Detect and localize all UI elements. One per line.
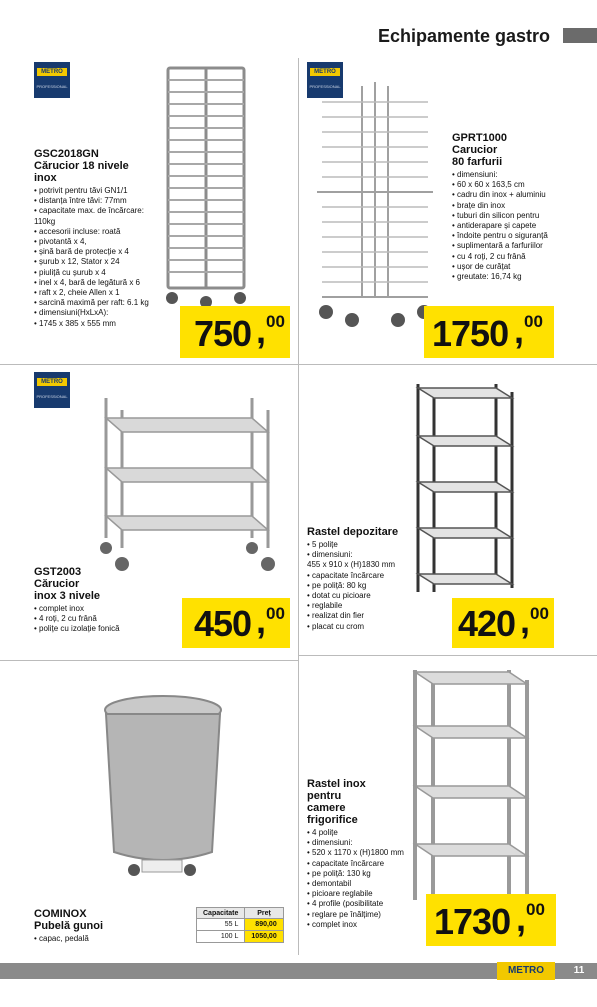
- feature-item: • greutate: 16,74 kg: [452, 272, 592, 282]
- feature-item: • dimensiuni(HxLxA):: [34, 308, 184, 318]
- feature-item: • capacitate încărcare: [307, 571, 417, 581]
- price-tag: [182, 598, 290, 648]
- price-cell: 1050,00: [245, 931, 283, 943]
- product-name-line: camere: [307, 802, 346, 814]
- product-name-line: Cărucior: [34, 578, 80, 590]
- feature-item: • distanța între tăvi: 77mm: [34, 196, 184, 206]
- product-code: GST2003: [34, 566, 82, 578]
- feature-item: • suplimentară a farfuriilor: [452, 241, 592, 251]
- feature-item: • 520 x 1170 x (H)1800 mm: [307, 848, 425, 858]
- feature-item: • inel x 4, bară de legătură x 6: [34, 278, 184, 288]
- price-tag: [426, 894, 556, 946]
- table-row: [197, 919, 284, 931]
- badge-brand: METRO: [310, 68, 340, 76]
- feature-item: • accesorii incluse: roată: [34, 227, 184, 237]
- product-code: GPRT1000: [452, 132, 508, 144]
- storage-rack-image: [410, 378, 520, 596]
- table-header: Capacitate: [197, 908, 245, 919]
- product-name-line: inox: [34, 172, 57, 184]
- feature-item: • cu 4 roți, 2 cu frână: [452, 252, 592, 262]
- feature-item: • dimensiuni:: [452, 170, 592, 180]
- feature-list: [452, 170, 592, 282]
- feature-item: • dimensiuni:: [307, 838, 425, 848]
- product-name-line: Carucior: [452, 144, 498, 156]
- feature-item: • capac, pedală: [34, 934, 184, 944]
- price-comma: ,: [520, 600, 531, 641]
- product-cominox: [34, 908, 184, 944]
- price-decimals: 00: [524, 312, 543, 331]
- feature-item: • tuburi din silicon pentru: [452, 211, 592, 221]
- price-comma: ,: [256, 600, 267, 641]
- capacity-cell: 55 L: [197, 919, 245, 931]
- price-comma: ,: [516, 898, 527, 939]
- price-integer: 450: [194, 603, 252, 644]
- feature-item: • picioare reglabile: [307, 889, 425, 899]
- feature-item: • 5 polițe: [307, 540, 417, 550]
- price-tag: [452, 598, 554, 648]
- divider-vertical: [298, 58, 299, 955]
- feature-item: • pe poliță: 130 kg: [307, 869, 425, 879]
- feature-item: • dimensiuni:: [307, 550, 417, 560]
- price-decimals: 00: [266, 312, 285, 331]
- bin-price-table: [196, 907, 284, 943]
- feature-item: • șurub x 12, Stator x 24: [34, 257, 184, 267]
- price-integer: 750: [194, 313, 252, 354]
- divider-horizontal: [0, 660, 298, 661]
- feature-item: • îndoite pentru o siguranță: [452, 231, 592, 241]
- price-tag: [180, 306, 290, 358]
- feature-item: • capacitate max. de încărcare:: [34, 206, 184, 216]
- feature-item: • antiderapare și capete: [452, 221, 592, 231]
- feature-item: • brațe din inox: [452, 201, 592, 211]
- feature-item: • demontabil: [307, 879, 425, 889]
- feature-item: • 4 polițe: [307, 828, 425, 838]
- feature-item: • potrivit pentru tăvi GN1/1: [34, 186, 184, 196]
- feature-item: • pe poliță: 80 kg: [307, 581, 417, 591]
- feature-item: • reglare pe înălțime): [307, 910, 425, 920]
- product-gst2003: [34, 566, 184, 635]
- product-name-line: Pubelă gunoi: [34, 920, 104, 932]
- product-name-line: 80 farfurii: [452, 156, 503, 168]
- price-tag: [424, 306, 554, 358]
- feature-item: • pivotantă x 4,: [34, 237, 184, 247]
- feature-item: • 60 x 60 x 163,5 cm: [452, 180, 592, 190]
- feature-item: • șină bară de protecție x 4: [34, 247, 184, 257]
- product-name-line: Cărucior 18 nivele: [34, 160, 129, 172]
- product-name-line: Rastel depozitare: [307, 526, 399, 538]
- table-header: Preț: [245, 908, 283, 919]
- feature-item: • 4 roți, 2 cu frână: [34, 614, 184, 624]
- price-decimals: 00: [530, 604, 549, 623]
- feature-list: [34, 934, 184, 944]
- price-integer: 1750: [432, 313, 509, 354]
- table-header-row: [197, 908, 284, 919]
- feature-item: • 4 profile (posibilitate: [307, 899, 425, 909]
- price-decimals: 00: [266, 604, 285, 623]
- product-name-line: pentru: [307, 790, 342, 802]
- table-row: [197, 931, 284, 943]
- feature-list: [307, 540, 417, 632]
- three-tier-trolley-image: [92, 388, 280, 576]
- product-rastel-inox: [307, 778, 425, 930]
- feature-item: • placat cu crom: [307, 622, 417, 632]
- price-integer: 1730: [434, 901, 511, 942]
- feature-item: 110kg: [34, 216, 56, 226]
- feature-list: [34, 604, 184, 635]
- metro-professional-badge: [34, 372, 70, 408]
- product-name-line: Rastel inox: [307, 778, 366, 790]
- metro-logo: METRO: [497, 962, 555, 980]
- divider-horizontal: [0, 364, 597, 365]
- feature-item: • dotat cu picioare: [307, 591, 417, 601]
- feature-item: • raft x 2, cheie Allen x 1: [34, 288, 184, 298]
- feature-item: • capacitate încărcare: [307, 859, 425, 869]
- metro-professional-badge: [34, 62, 70, 98]
- feature-item: • cadru din inox + aluminiu: [452, 190, 592, 200]
- price-comma: ,: [256, 310, 267, 351]
- product-gsc2018gn: [34, 148, 184, 329]
- feature-item: • piuliță cu șurub x 4: [34, 268, 184, 278]
- feature-item: • 1745 x 385 x 555 mm: [34, 319, 184, 329]
- price-comma: ,: [514, 310, 525, 351]
- feature-item: • polițe cu izolație fonică: [34, 624, 184, 634]
- plate-trolley-image: [312, 72, 438, 330]
- feature-item: • ușor de curățat: [452, 262, 592, 272]
- price-cell: 890,00: [245, 919, 283, 931]
- badge-brand: METRO: [37, 378, 67, 386]
- badge-brand: METRO: [37, 68, 67, 76]
- badge-sub: PROFESSIONAL: [36, 394, 68, 399]
- page-number: 11: [573, 965, 585, 976]
- product-gprt1000: [452, 132, 592, 282]
- feature-list: [34, 186, 184, 329]
- product-name-line: frigorifice: [307, 814, 358, 826]
- feature-item: • complet inox: [307, 920, 425, 930]
- feature-item: • sarcină maximă per raft: 6.1 kg: [34, 298, 184, 308]
- page-title: Echipamente gastro: [378, 26, 551, 46]
- divider-horizontal: [299, 655, 597, 656]
- header-accent-bar: [563, 28, 597, 43]
- capacity-cell: 100 L: [197, 931, 245, 943]
- product-rastel-depozitare: [307, 526, 417, 632]
- feature-item: • reglabile: [307, 601, 417, 611]
- price-decimals: 00: [526, 900, 545, 919]
- product-name-line: inox 3 nivele: [34, 590, 101, 602]
- feature-item: • complet inox: [34, 604, 184, 614]
- product-code: GSC2018GN: [34, 148, 99, 160]
- feature-item: • realizat din fier: [307, 611, 417, 621]
- price-integer: 420: [458, 603, 516, 644]
- trash-bin-image: [98, 692, 228, 882]
- product-code: COMINOX: [34, 908, 87, 920]
- badge-sub: PROFESSIONAL: [309, 84, 341, 89]
- feature-list: [307, 828, 425, 930]
- feature-item: 455 x 910 x (H)1830 mm: [307, 560, 396, 570]
- badge-sub: PROFESSIONAL: [36, 84, 68, 89]
